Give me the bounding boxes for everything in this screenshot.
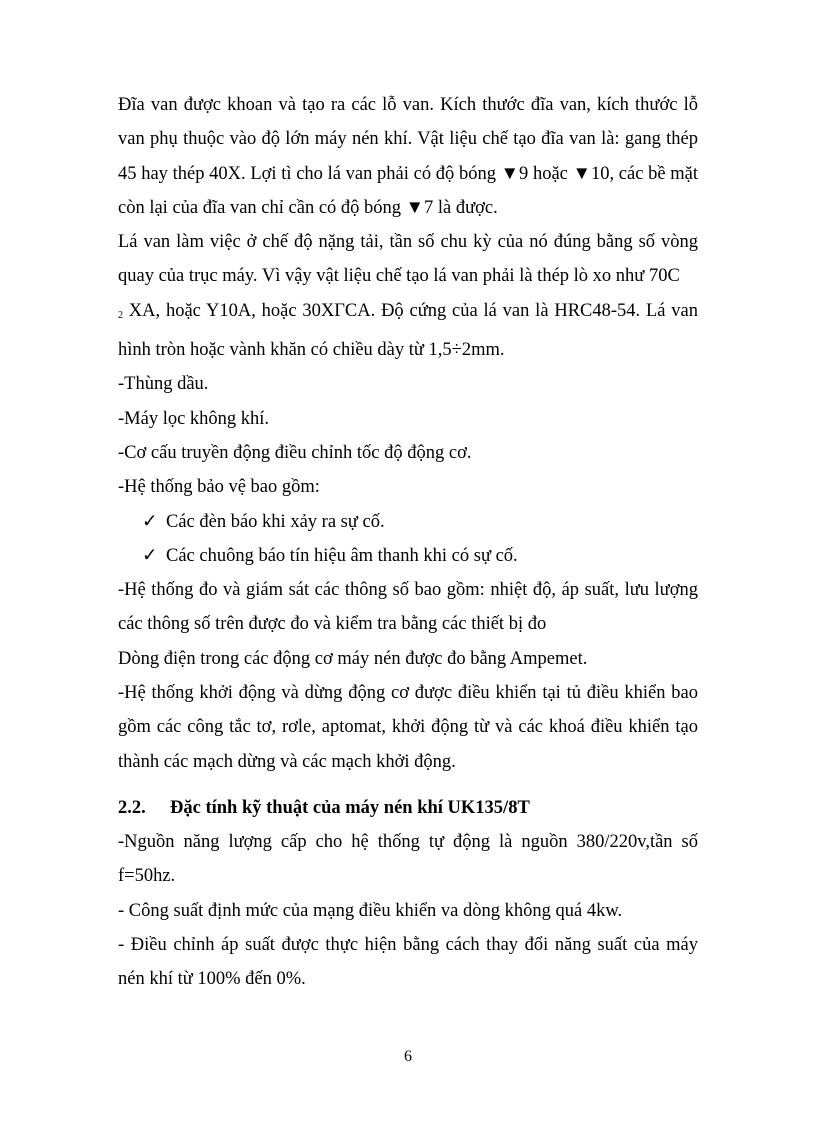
- section-heading: [118, 791, 698, 825]
- check-item-alarm-bells: [118, 539, 698, 573]
- section-title: Đặc tính kỹ thuật của máy nén khí UK135/8T: [170, 797, 530, 818]
- section-number: 2.2.: [118, 797, 146, 818]
- check-item-label: Các đèn báo khi xảy ra sự cố.: [166, 511, 385, 532]
- paragraph-valve-disc: Đĩa van được khoan và tạo ra các lỗ van. Kích thước đĩa van, kích thước lỗ van phụ thuộc vào độ lớn máy nén khí. Vật liệu chế tạo đĩa van là: gang thép 45 hay thép 40X. Lợi tì cho lá van phải có độ bóng ▼9 hoặc ▼10, các bề mặt còn lại của đĩa van chỉ cần có độ bóng ▼7 là được.: [118, 95, 698, 218]
- item-oil-tank: -Thùng dầu.: [118, 374, 209, 395]
- item-speed-mechanism: -Cơ cấu truyền động điều chỉnh tốc độ động cơ.: [118, 442, 472, 463]
- spec-rated-power: - Công suất định mức của mạng điều khiển va dòng không quá 4kw.: [118, 900, 623, 921]
- item-air-filter: -Máy lọc không khí.: [118, 408, 270, 429]
- item-protection-system: -Hệ thống bảo vệ bao gồm:: [118, 477, 320, 498]
- spec-power-source: -Nguồn năng lượng cấp cho hệ thống tự động là nguồn 380/220v,tần số f=50hz.: [118, 831, 698, 887]
- paragraph-valve-leaf: [118, 225, 698, 367]
- item-start-stop-system: -Hệ thống khởi động và dừng động cơ được điều khiển tại tủ điều khiển bao gồm các công tắc tơ, rơle, aptomat, khởi động từ và các khoá điều khiển tạo thành các mạch dừng và các mạch khởi động.: [118, 683, 698, 772]
- valve-leaf-text-b: XA, hoặc Y10A, hoặc 30XΓCA. Độ cứng của lá van là HRC48-54. Lá van hình tròn hoặc vành khăn có chiều dày từ 1,5÷2mm.: [118, 300, 698, 361]
- paragraph-current-measurement: Dòng điện trong các động cơ máy nén được đo bằng Ampemet.: [118, 648, 588, 669]
- page-number: 6: [404, 1048, 412, 1065]
- item-monitoring-system: -Hệ thống đo và giám sát các thông số bao gồm: nhiệt độ, áp suất, lưu lượng các thông số trên được đo và kiểm tra bằng các thiết bị đo: [118, 580, 698, 635]
- check-item-alarm-lights: [118, 505, 698, 539]
- checkmark-icon: ✓: [142, 545, 158, 566]
- check-item-label: Các chuông báo tín hiệu âm thanh khi có sự cố.: [166, 545, 518, 566]
- valve-leaf-text-a: Lá van làm việc ở chế độ nặng tải, tần số chu kỳ của nó đúng bằng số vòng quay của trục máy. Vì vậy vật liệu chế tạo lá van phải là thép lò xo như 70C: [118, 232, 698, 287]
- valve-leaf-subscript: 2: [118, 309, 123, 321]
- checkmark-icon: ✓: [142, 511, 158, 532]
- spec-pressure-control: - Điều chỉnh áp suất được thực hiện bằng cách thay đổi năng suất của máy nén khí từ 100% đến 0%.: [118, 934, 698, 990]
- page-content: [118, 88, 698, 996]
